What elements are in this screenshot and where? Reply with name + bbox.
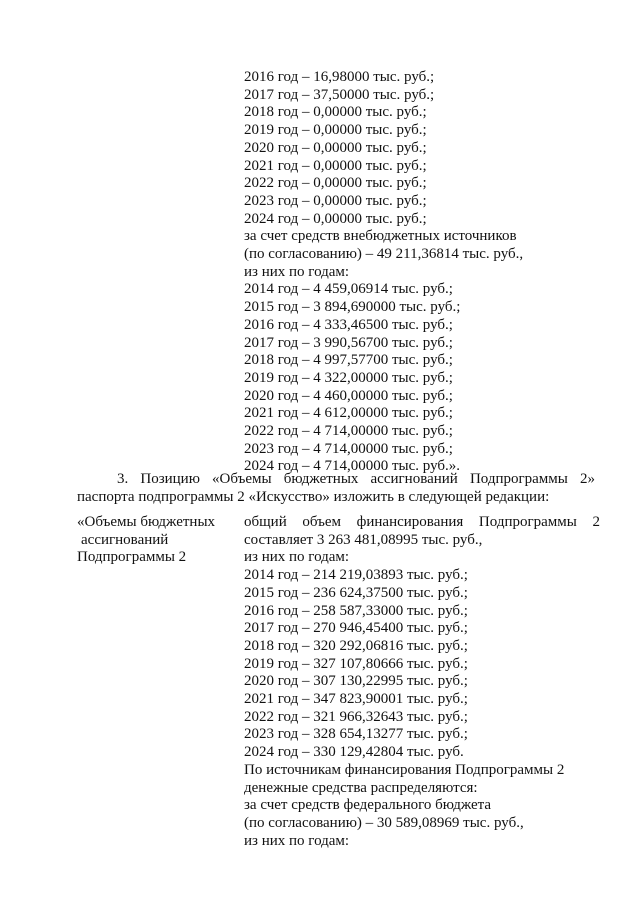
- text-line: денежные средства распределяются:: [244, 779, 478, 796]
- text-line: 2014 год – 214 219,03893 тыс. руб.;: [244, 567, 468, 584]
- text-line: 2015 год – 236 624,37500 тыс. руб.;: [244, 584, 468, 601]
- paragraph-line-1: 3. Позицию «Объемы бюджетных ассигнований Подпрограммы 2»: [117, 471, 595, 487]
- text-line: 2023 год – 328 654,13277 тыс. руб.;: [244, 726, 468, 743]
- text-line: общий объем финансирования Подпрограммы 2: [244, 514, 600, 530]
- text-line: 2019 год – 0,00000 тыс. руб.;: [244, 122, 427, 139]
- text-line: из них по годам:: [244, 832, 350, 849]
- paragraph-line-2: паспорта подпрограммы 2 «Искусство» изложить в следующей редакции:: [77, 489, 550, 505]
- text-line: составляет 3 263 481,08995 тыс. руб.,: [244, 531, 483, 548]
- text-line: за счет средств федерального бюджета: [244, 797, 492, 814]
- text-line: 2015 год – 3 894,690000 тыс. руб.;: [244, 299, 461, 316]
- text-line: (по согласованию) – 30 589,08969 тыс. руб.,: [244, 814, 524, 831]
- text-line: 2021 год – 4 612,00000 тыс. руб.;: [244, 405, 453, 422]
- text-line: 2020 год – 4 460,00000 тыс. руб.;: [244, 387, 453, 404]
- label-line: Подпрограммы 2: [77, 549, 187, 566]
- text-line: 2016 год – 16,98000 тыс. руб.;: [244, 69, 435, 85]
- text-line: 2019 год – 4 322,00000 тыс. руб.;: [244, 369, 453, 386]
- text-line: 2022 год – 4 714,00000 тыс. руб.;: [244, 423, 453, 440]
- text-line: за счет средств внебюджетных источников: [244, 228, 517, 245]
- text-line: 2014 год – 4 459,06914 тыс. руб.;: [244, 281, 453, 298]
- text-line: 2024 год – 330 129,42804 тыс. руб.: [244, 744, 464, 761]
- position-label: [77, 514, 237, 567]
- text-line: 2024 год – 4 714,00000 тыс. руб.».: [244, 458, 461, 475]
- text-line: 2022 год – 321 966,32643 тыс. руб.;: [244, 708, 468, 725]
- funding-volume-block: [244, 514, 600, 850]
- text-line: 2020 год – 307 130,22995 тыс. руб.;: [244, 673, 468, 690]
- label-line: ассигнований: [81, 531, 169, 548]
- text-line: 2023 год – 0,00000 тыс. руб.;: [244, 192, 427, 209]
- text-line: 2022 год – 0,00000 тыс. руб.;: [244, 175, 427, 192]
- text-line: из них по годам:: [244, 263, 350, 280]
- text-line: 2016 год – 4 333,46500 тыс. руб.;: [244, 316, 453, 333]
- text-line: 2020 год – 0,00000 тыс. руб.;: [244, 139, 427, 156]
- text-line: 2021 год – 347 823,90001 тыс. руб.;: [244, 691, 468, 708]
- text-line: (по согласованию) – 49 211,36814 тыс. руб.,: [244, 246, 524, 263]
- text-line: 2016 год – 258 587,33000 тыс. руб.;: [244, 602, 468, 619]
- text-line: 2024 год – 0,00000 тыс. руб.;: [244, 210, 427, 227]
- label-line: «Объемы бюджетных: [77, 514, 216, 530]
- amendment-paragraph: [77, 470, 595, 506]
- text-line: 2023 год – 4 714,00000 тыс. руб.;: [244, 440, 453, 457]
- funding-continuation-block: [244, 69, 600, 476]
- text-line: 2018 год – 4 997,57700 тыс. руб.;: [244, 352, 453, 369]
- text-line: 2018 год – 0,00000 тыс. руб.;: [244, 104, 427, 121]
- text-line: 2017 год – 3 990,56700 тыс. руб.;: [244, 334, 453, 351]
- text-line: 2019 год – 327 107,80666 тыс. руб.;: [244, 655, 468, 672]
- text-line: 2018 год – 320 292,06816 тыс. руб.;: [244, 637, 468, 654]
- text-line: из них по годам:: [244, 549, 350, 566]
- text-line: По источникам финансирования Подпрограммы 2: [244, 761, 565, 778]
- text-line: 2017 год – 270 946,45400 тыс. руб.;: [244, 620, 468, 637]
- text-line: 2021 год – 0,00000 тыс. руб.;: [244, 157, 427, 174]
- text-line: 2017 год – 37,50000 тыс. руб.;: [244, 86, 435, 103]
